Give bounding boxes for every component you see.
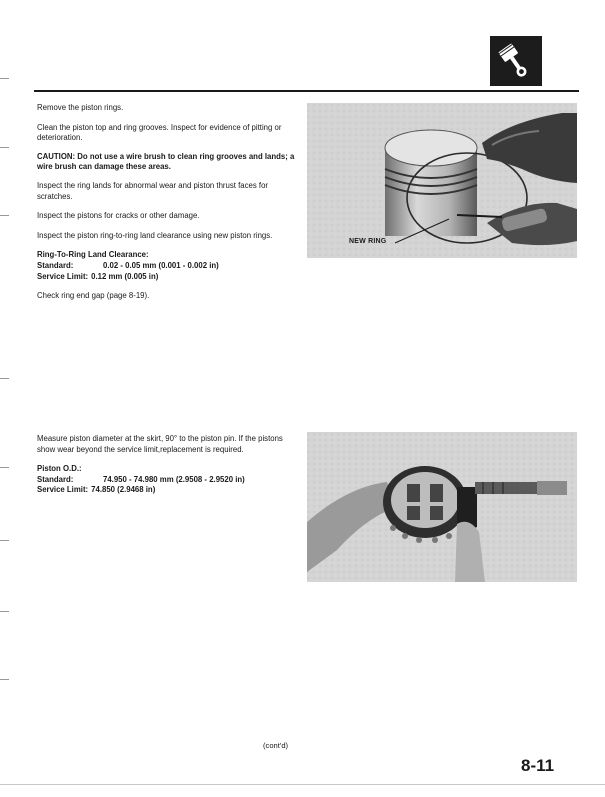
spec-value: 0.12 mm (0.005 in)	[91, 271, 159, 281]
margin-tick	[0, 215, 9, 216]
clean-text: Clean the piston top and ring grooves. Inspect for evidence of pitting or deterioration.	[37, 122, 282, 143]
inspect-cracks-text: Inspect the pistons for cracks or other damage.	[37, 211, 200, 221]
caution-text: CAUTION: Do not use a wire brush to clean ring grooves and lands; a wire brush can damage these areas.	[37, 151, 295, 172]
inspect-lands-text: Inspect the ring lands for abnormal wear and piston thrust faces for scratches.	[37, 180, 268, 201]
spec-value: 74.950 - 74.980 mm (2.9508 - 2.9520 in)	[103, 474, 245, 484]
header-rule	[34, 90, 579, 92]
measure-text: Measure piston diameter at the skirt, 90° to the piston pin. If the pistons show wear beyond the service limit,replacement is required.	[37, 434, 283, 454]
margin-tick	[0, 611, 9, 612]
spec-label: Service Limit:	[37, 485, 89, 495]
spec-limit-row	[37, 272, 295, 283]
section2-text	[37, 434, 295, 496]
spec-limit-row	[37, 485, 295, 496]
piston-connecting-rod-icon	[490, 36, 542, 86]
spec-title: Piston O.D.:	[37, 464, 82, 474]
continued-label: (cont'd)	[263, 741, 289, 750]
spec-standard-row	[37, 475, 295, 486]
remove-rings-text: Remove the piston rings.	[37, 103, 124, 112]
spec-value: 0.02 - 0.05 mm (0.001 - 0.002 in)	[103, 260, 219, 270]
spec-value: 74.850 (2.9468 in)	[91, 485, 156, 495]
inspect-clearance-text: Inspect the piston ring-to-ring land clearance using new piston rings.	[37, 230, 273, 240]
check-gap-text: Check ring end gap (page 8-19).	[37, 291, 150, 301]
spec-label: Service Limit:	[37, 271, 89, 281]
margin-tick	[0, 467, 9, 468]
margin-tick	[0, 378, 9, 379]
section1-text	[37, 103, 295, 302]
footer-rule	[0, 784, 605, 785]
spec-label: Standard:	[37, 260, 74, 270]
margin-tick	[0, 78, 9, 79]
spec-title: Ring-To-Ring Land Clearance:	[37, 250, 149, 260]
page-number: 8-11	[521, 756, 555, 775]
margin-tick	[0, 147, 9, 148]
margin-tick	[0, 540, 9, 541]
margin-tick	[0, 679, 9, 680]
piston-micrometer-photo	[307, 432, 577, 582]
new-ring-label: NEW RING	[349, 238, 387, 245]
spec-standard-row	[37, 261, 295, 272]
spec-label: Standard:	[37, 474, 74, 484]
piston-ring-photo	[307, 103, 577, 258]
